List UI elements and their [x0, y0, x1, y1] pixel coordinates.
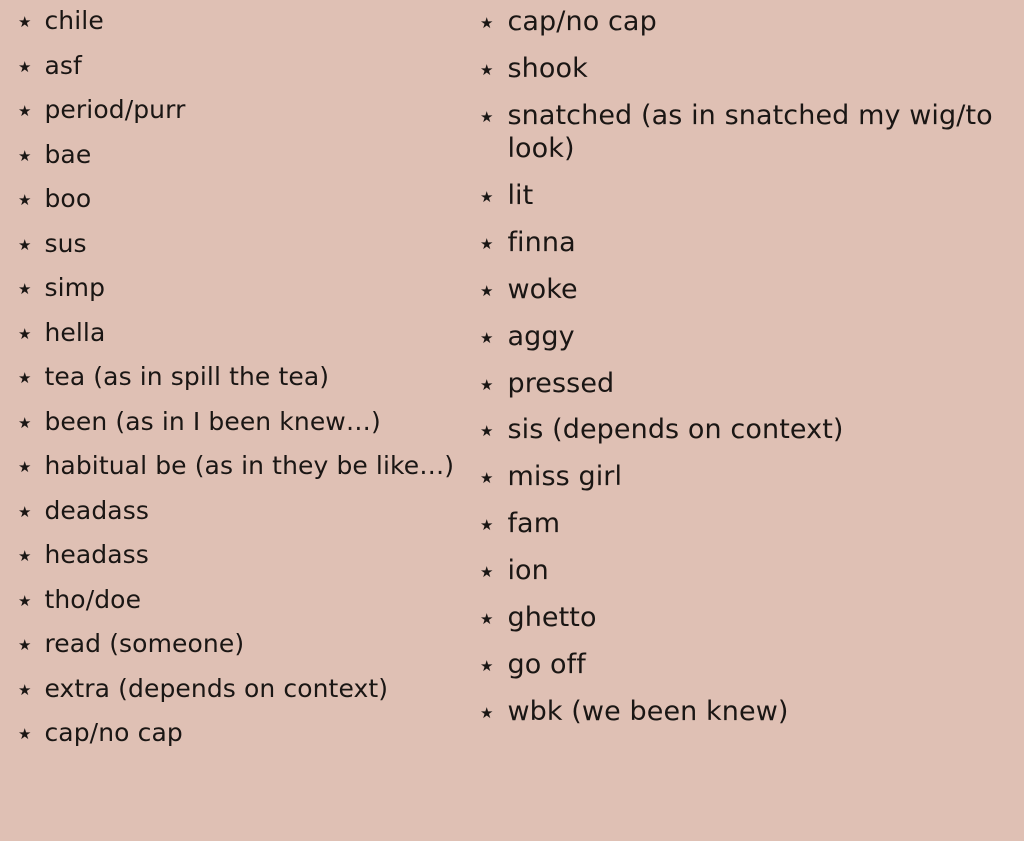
term-label: deadass: [44, 495, 149, 525]
list-item: [18, 585, 480, 616]
list-item: [480, 414, 1024, 447]
term-label: tho/doe: [44, 584, 142, 614]
star-bullet-icon: ★: [18, 324, 32, 343]
term-label: sis (depends on context): [507, 414, 844, 446]
star-bullet-icon: ★: [480, 375, 494, 394]
term-label: habitual be (as in they be like…): [44, 451, 455, 480]
star-bullet-icon: ★: [18, 57, 32, 76]
term-label: sus: [44, 228, 87, 258]
term-label: miss girl: [507, 461, 623, 493]
list-item: [18, 140, 480, 171]
list-item: [18, 407, 480, 438]
star-bullet-icon: ★: [18, 636, 32, 654]
star-bullet-icon: ★: [18, 146, 32, 165]
list-item: [18, 674, 480, 705]
list-item: [18, 318, 480, 349]
right-column: [480, 0, 1024, 743]
term-label: lit: [507, 179, 534, 211]
star-bullet-icon: ★: [480, 234, 494, 253]
star-bullet-icon: ★: [480, 469, 494, 488]
star-bullet-icon: ★: [480, 704, 494, 723]
list-item: [480, 227, 1024, 260]
list-item: [480, 602, 1024, 635]
term-label: fam: [507, 508, 561, 540]
term-label: simp: [44, 273, 106, 302]
list-item: [18, 540, 480, 571]
star-bullet-icon: ★: [480, 657, 494, 676]
term-label: pressed: [507, 367, 615, 399]
left-term-list: [18, 6, 480, 749]
list-item: [18, 51, 480, 82]
left-column: [0, 0, 480, 763]
list-item: [480, 696, 1024, 729]
term-label: shook: [507, 52, 588, 84]
star-bullet-icon: ★: [480, 281, 494, 300]
star-bullet-icon: ★: [480, 107, 494, 126]
list-item: [480, 649, 1024, 682]
term-label: headass: [44, 540, 149, 569]
term-label: snatched (as in snatched my wig/to look): [507, 99, 993, 164]
right-term-list: [480, 6, 1024, 729]
star-bullet-icon: ★: [18, 547, 32, 565]
term-label: cap/no cap: [44, 718, 183, 747]
list-item: [480, 321, 1024, 354]
list-item: [18, 451, 480, 482]
term-label: boo: [44, 184, 92, 213]
term-label: ion: [507, 555, 549, 587]
list-item: [480, 274, 1024, 307]
list-item: [480, 53, 1024, 86]
star-bullet-icon: ★: [480, 328, 494, 347]
term-label: aggy: [507, 320, 575, 352]
list-item: [480, 180, 1024, 213]
star-bullet-icon: ★: [18, 725, 32, 743]
list-item: [18, 6, 480, 37]
term-label: go off: [507, 649, 586, 681]
list-item: [480, 100, 1024, 166]
list-item: [18, 229, 480, 260]
list-item: [18, 629, 480, 660]
star-bullet-icon: ★: [480, 563, 494, 582]
star-bullet-icon: ★: [18, 680, 32, 699]
term-label: wbk (we been knew): [507, 696, 789, 728]
term-label: period/purr: [44, 95, 186, 124]
star-bullet-icon: ★: [18, 458, 32, 476]
list-item: [18, 362, 480, 393]
term-label: bae: [44, 139, 92, 169]
star-bullet-icon: ★: [480, 422, 494, 441]
star-bullet-icon: ★: [480, 516, 494, 535]
term-label: woke: [507, 273, 578, 305]
star-bullet-icon: ★: [18, 13, 32, 31]
term-label: been (as in I been knew…): [44, 406, 381, 436]
list-item: [480, 368, 1024, 401]
term-label: finna: [507, 226, 576, 258]
star-bullet-icon: ★: [480, 610, 494, 629]
star-bullet-icon: ★: [480, 14, 494, 32]
list-item: [480, 508, 1024, 541]
list-item: [480, 555, 1024, 588]
star-bullet-icon: ★: [18, 191, 32, 209]
term-label: extra (depends on context): [44, 673, 389, 703]
term-label: chile: [44, 6, 104, 35]
star-bullet-icon: ★: [18, 591, 32, 610]
star-bullet-icon: ★: [18, 502, 32, 521]
star-bullet-icon: ★: [18, 413, 32, 432]
star-bullet-icon: ★: [18, 102, 32, 120]
list-item: [480, 6, 1024, 39]
list-item: [18, 496, 480, 527]
term-label: asf: [44, 50, 82, 80]
star-bullet-icon: ★: [18, 369, 32, 387]
list-item: [18, 184, 480, 215]
star-bullet-icon: ★: [480, 187, 494, 206]
list-item: [18, 718, 480, 749]
star-bullet-icon: ★: [18, 235, 32, 254]
term-label: hella: [44, 317, 106, 347]
list-item: [480, 461, 1024, 494]
star-bullet-icon: ★: [18, 280, 32, 298]
term-label: read (someone): [44, 629, 245, 658]
list-item: [18, 273, 480, 304]
star-bullet-icon: ★: [480, 60, 494, 79]
term-label: cap/no cap: [507, 6, 657, 37]
term-label: tea (as in spill the tea): [44, 362, 330, 391]
term-label: ghetto: [507, 602, 597, 634]
list-item: [18, 95, 480, 126]
